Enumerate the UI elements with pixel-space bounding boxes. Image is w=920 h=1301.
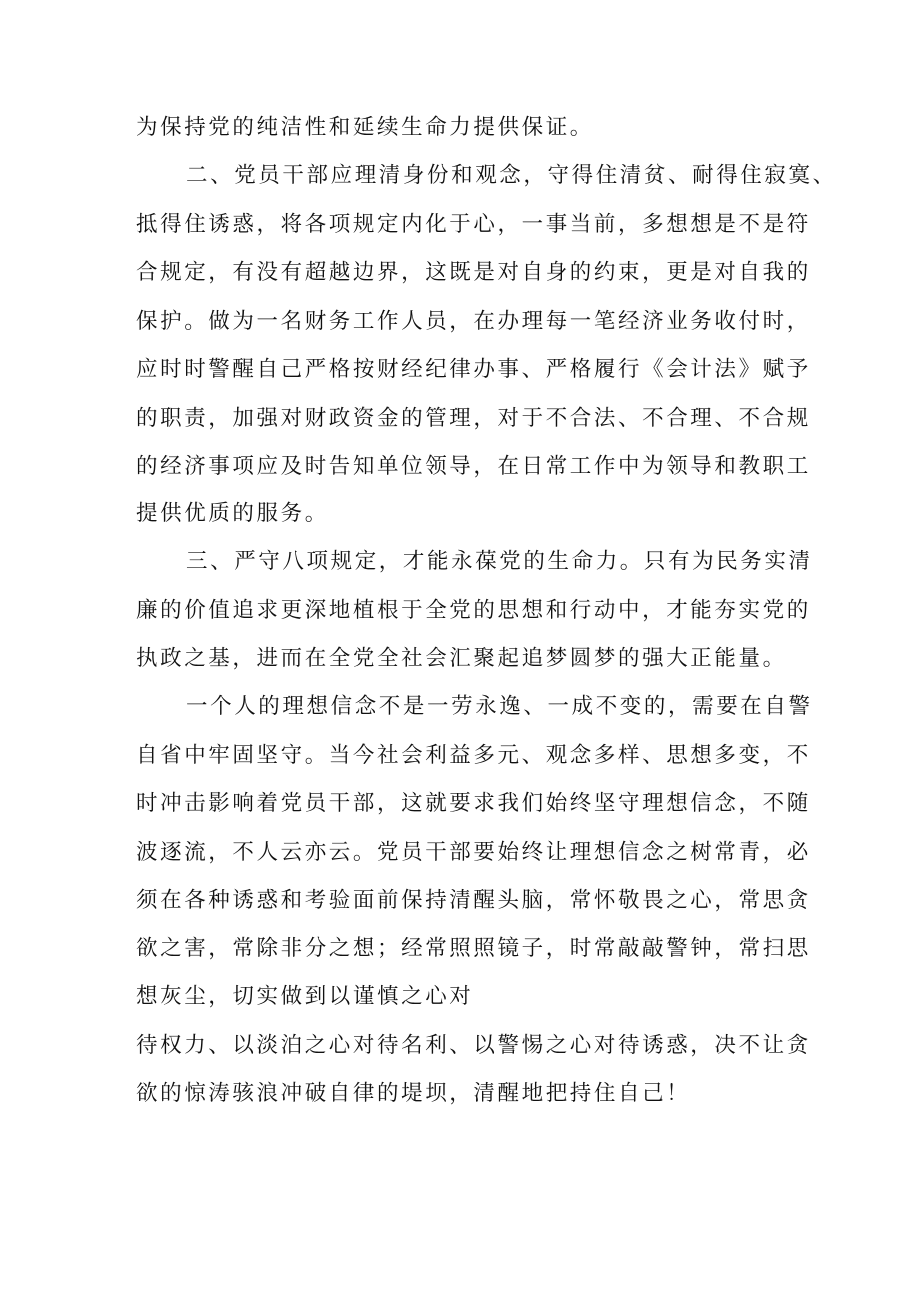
paragraph-4-line: 自省中牢固坚守。当今社会利益多元、观念多样、思想多变，不	[136, 743, 811, 768]
paragraph-4-line: 想灰尘，切实做到以谨慎之心对	[136, 984, 474, 1009]
paragraph-4-line: 一个人的理想信念不是一劳永逸、一成不变的，需要在自警	[186, 694, 813, 719]
paragraph-2-line: 应时时警醒自己严格按财经纪律办事、严格履行《会计法》赋予	[136, 357, 811, 382]
paragraph-2-line: 抵得住诱惑，将各项规定内化于心，一事当前，多想想是不是符	[136, 212, 811, 237]
paragraph-2-line: 提供优质的服务。	[136, 501, 329, 526]
paragraph-2-line: 二、党员干部应理清身份和观念，守得住清贫、耐得住寂寞、	[186, 163, 837, 188]
text-line: 为保持党的纯洁性和延续生命力提供保证。	[136, 115, 594, 140]
paragraph-4-line: 欲之害，常除非分之想；经常照照镜子，时常敲敲警钟，常扫思	[136, 936, 811, 961]
paragraph-2-line: 的职责，加强对财政资金的管理，对于不合法、不合理、不合规	[136, 406, 811, 431]
paragraph-4-line: 波逐流，不人云亦云。党员干部要始终让理想信念之树常青，必	[136, 840, 811, 865]
paragraph-2-line: 的经济事项应及时告知单位领导，在日常工作中为领导和教职工	[136, 454, 811, 479]
paragraph-3-line: 执政之基，进而在全党全社会汇聚起追梦圆梦的强大正能量。	[136, 646, 787, 671]
paragraph-4-line: 待权力、以淡泊之心对待名利、以警惕之心对待诱惑，决不让贪	[136, 1033, 811, 1058]
paragraph-4-line: 时冲击影响着党员干部，这就要求我们始终坚守理想信念，不随	[136, 791, 811, 816]
paragraph-3-line: 廉的价值追求更深地植根于全党的思想和行动中，才能夯实党的	[136, 598, 811, 623]
paragraph-2-line: 保护。做为一名财务工作人员，在办理每一笔经济业务收付时，	[136, 309, 811, 334]
paragraph-4-line: 须在各种诱惑和考验面前保持清醒头脑，常怀敬畏之心，常思贪	[136, 888, 811, 913]
paragraph-4-line: 欲的惊涛骇浪冲破自律的堤坝，清醒地把持住自己！	[136, 1081, 691, 1106]
paragraph-2-line: 合规定，有没有超越边界，这既是对自身的约束，更是对自我的	[136, 260, 811, 285]
paragraph-3-line: 三、严守八项规定，才能永葆党的生命力。只有为民务实清	[186, 549, 813, 574]
